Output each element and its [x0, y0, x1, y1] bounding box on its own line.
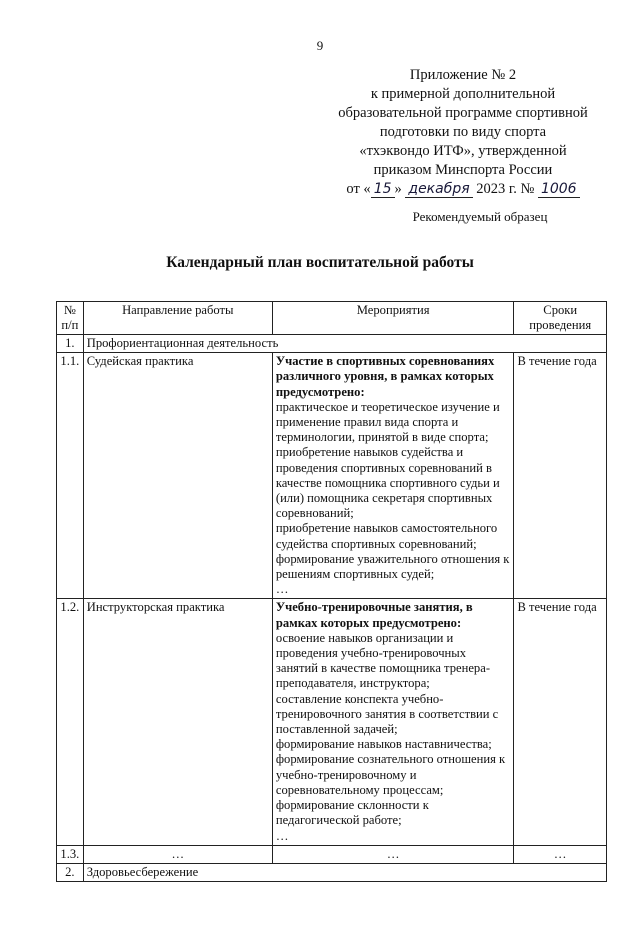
row-num: 1.2.	[57, 599, 84, 845]
row-direction: Инструкторская практика	[83, 599, 272, 845]
order-year: 2023 г. №	[472, 181, 538, 197]
table-row	[57, 599, 607, 845]
section-num: 1.	[57, 335, 84, 353]
order-prefix: от «	[346, 181, 371, 197]
activity-item: формирование уважительного отношения к решениям спортивных судей;	[275, 551, 510, 582]
row-term: …	[514, 845, 607, 863]
row-term: В течение года	[514, 353, 607, 599]
table-header-row	[57, 302, 607, 335]
activity-item: приобретение навыков самостоятельного судейства спортивных соревнований;	[275, 521, 498, 551]
row-activities	[272, 353, 514, 599]
header-num: № п/п	[57, 302, 84, 335]
appendix-block	[318, 66, 608, 199]
document-title: Календарный план воспитательной работы	[166, 254, 474, 271]
table-row	[57, 353, 607, 599]
appendix-line: подготовки по виду спорта	[379, 124, 547, 140]
activity-item: составление конспекта учебно-тренировочного занятия в соответствии с поставленной задачей;	[275, 691, 499, 737]
row-direction: …	[83, 845, 272, 863]
appendix-line: Приложение № 2	[409, 67, 517, 83]
order-day-handwritten: 15	[371, 181, 395, 198]
section-row	[57, 863, 607, 881]
row-num: 1.3.	[57, 845, 84, 863]
row-activities: …	[272, 845, 514, 863]
activities-heading: Участие в спортивных соревнованиях различного уровня, в рамках которых предусмотрено:	[275, 354, 495, 399]
order-month-handwritten: декабря	[405, 181, 472, 198]
appendix-line: к примерной дополнительной	[370, 86, 556, 102]
row-term: В течение года	[514, 599, 607, 845]
activity-item: освоение навыков организации и проведения учебно-тренировочных занятий в качестве помощника тренера-преподавателя, инструктора;	[275, 630, 491, 691]
page-number: 9	[316, 38, 324, 53]
header-direction: Направление работы	[83, 302, 272, 335]
appendix-line: образовательной программе спортивной	[338, 105, 588, 121]
section-title: Профориентационная деятельность	[83, 335, 606, 353]
activity-item: …	[275, 828, 289, 843]
row-direction: Судейская практика	[83, 353, 272, 599]
appendix-line: «тхэквондо ИТФ», утвержденной	[359, 143, 567, 159]
education-plan-table	[56, 301, 607, 882]
activity-item: …	[275, 582, 289, 597]
order-mid: »	[394, 181, 406, 197]
activity-item: практическое и теоретическое изучение и применение правил вида спорта и терминологии, принятой в виде спорта;	[275, 399, 500, 445]
table-row	[57, 845, 607, 863]
section-row	[57, 335, 607, 353]
header-activities: Мероприятия	[272, 302, 514, 335]
section-num: 2.	[57, 863, 84, 881]
order-number-handwritten: 1006	[538, 181, 580, 198]
order-date-line	[318, 180, 608, 199]
header-terms: Сроки проведения	[514, 302, 607, 335]
activity-item: приобретение навыков судейства и проведения спортивных соревнований в качестве помощника спортивного судьи и (или) помощника секретаря спортивных соревнований;	[275, 445, 500, 521]
activity-item: формирование склонности к педагогической работе;	[275, 798, 429, 828]
row-activities	[272, 599, 514, 845]
recommended-sample-label: Рекомендуемый образец	[412, 209, 548, 224]
activities-heading: Учебно-тренировочные занятия, в рамках которых предусмотрено:	[275, 600, 473, 630]
appendix-line: приказом Минспорта России	[373, 162, 553, 178]
activity-item: формирование навыков наставничества;	[275, 737, 492, 752]
activity-item: формирование сознательного отношения к учебно-тренировочному и соревновательному процессам;	[275, 752, 506, 797]
section-title: Здоровьесбережение	[83, 863, 606, 881]
row-num: 1.1.	[57, 353, 84, 599]
